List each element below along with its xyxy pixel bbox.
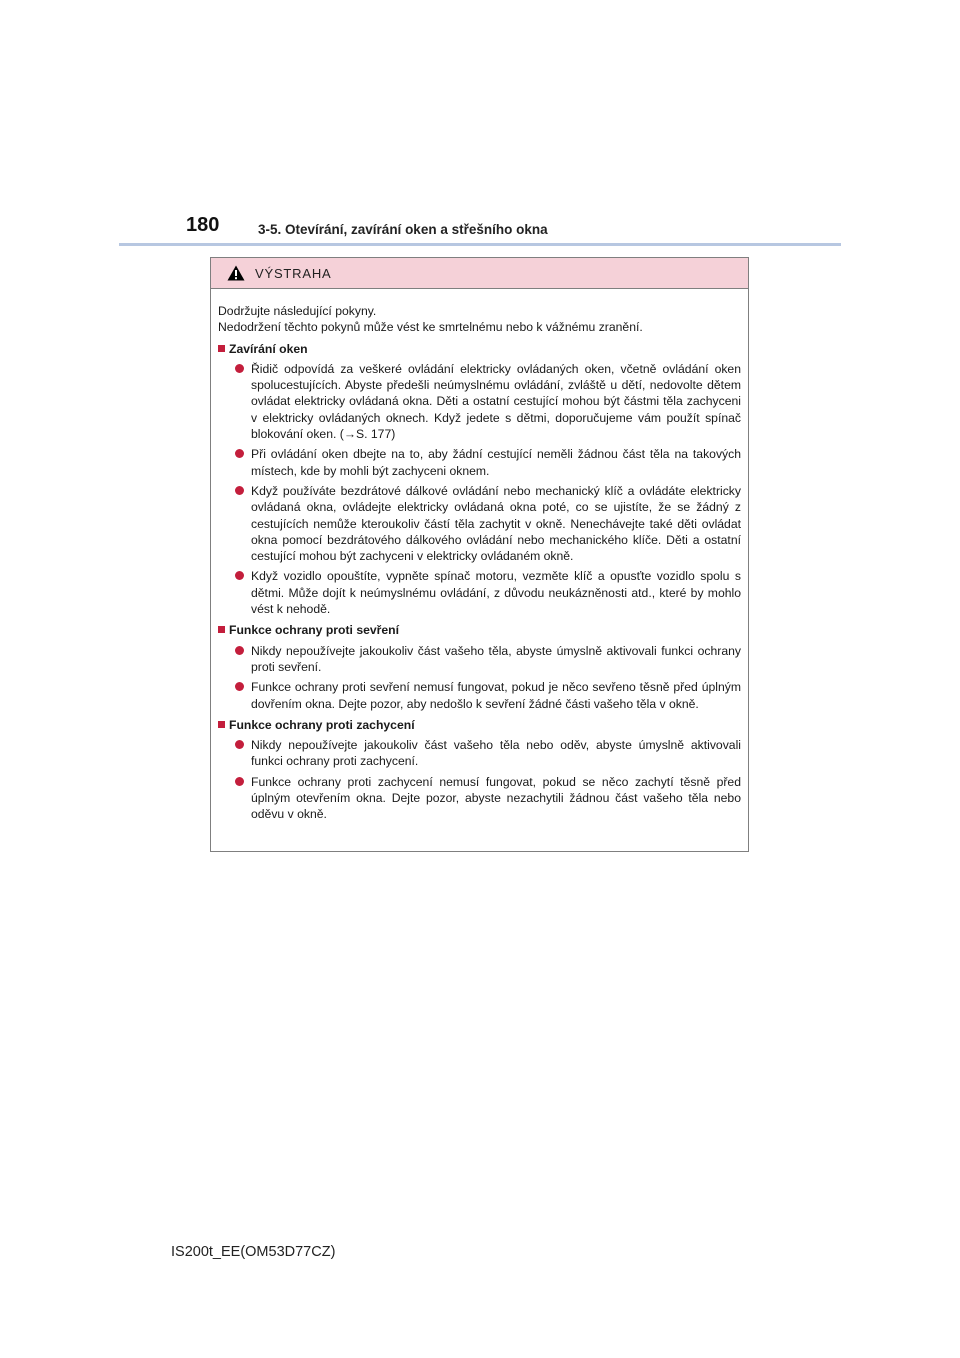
bullet-dot-icon xyxy=(235,740,244,749)
list-item xyxy=(218,483,741,564)
list-item-text: Funkce ochrany proti sevření nemusí fungovat, pokud je něco sevřeno těsně před úplným dovřením okna. Dejte pozor, aby nedošlo k sevření žádné části vašeho těla v okně. xyxy=(251,680,741,711)
list-item xyxy=(218,679,741,712)
warning-intro xyxy=(218,303,741,336)
page-number: 180 xyxy=(186,214,220,236)
section-heading xyxy=(218,717,741,733)
list-item-text: Když vozidlo opouštíte, vypněte spínač motoru, vezměte klíč a opusťte vozidlo spolu s dětmi. Může dojít k neúmyslnému ovládání, z důvodu neukázněnosti atd., které by mohlo vést k nehodě. xyxy=(251,569,741,617)
intro-line: Nedodržení těchto pokynů může vést ke smrtelnému nebo k vážnému zranění. xyxy=(218,320,643,335)
square-bullet-icon xyxy=(218,721,225,728)
section-heading xyxy=(218,341,741,357)
warning-title: VÝSTRAHA xyxy=(255,265,332,281)
list-item-text: Nikdy nepoužívejte jakoukoliv část vašeho těla, abyste úmyslně aktivovali funkci ochrany proti sevření. xyxy=(251,643,741,674)
section-heading-text: Funkce ochrany proti zachycení xyxy=(229,717,415,732)
list-item xyxy=(218,568,741,617)
square-bullet-icon xyxy=(218,626,225,633)
list-item xyxy=(218,361,741,442)
section-heading-text: Zavírání oken xyxy=(229,341,308,356)
section-heading xyxy=(218,622,741,638)
list-item xyxy=(218,643,741,676)
bullet-dot-icon xyxy=(235,486,244,495)
list-item xyxy=(218,774,741,823)
intro-line: Dodržujte následující pokyny. xyxy=(218,304,377,318)
list-item-text: Při ovládání oken dbejte na to, aby žádní cestující neměli žádnou část těla na takových místech, kde by mohli být zachyceni oknem. xyxy=(251,447,741,478)
section-heading-text: Funkce ochrany proti sevření xyxy=(229,623,400,638)
section-title: 3-5. Otevírání, zavírání oken a střešního okna xyxy=(258,222,548,237)
warning-body xyxy=(211,289,748,823)
bullet-dot-icon xyxy=(235,777,244,786)
list-item-text: Funkce ochrany proti zachycení nemusí fungovat, pokud se něco zachytí těsně před úplným otevřením okna. Dejte pozor, abyste nezachytili žádnou část vašeho těla nebo oděvu v okně. xyxy=(251,774,741,822)
warning-triangle-icon xyxy=(227,265,245,281)
bullet-dot-icon xyxy=(235,682,244,691)
bullet-dot-icon xyxy=(235,364,244,373)
bullet-dot-icon xyxy=(235,449,244,458)
list-item-text: Nikdy nepoužívejte jakoukoliv část vašeho těla nebo oděv, abyste úmyslně aktivovali funkci ochrany proti zachycení. xyxy=(251,738,741,769)
list-item-text: Řidič odpovídá za veškeré ovládání elektricky ovládaných oken, včetně ovládání oken spolucestujících. Abyste předešli neúmyslnému ovládání, zvláště u dětí, nedovolte dětem ovládat elektricky ovládaná okna. Děti a ostatní cestující mohou být částmi těla zachyceni v elektricky ovládaných oknech. Když jedete s dětmi, doporučujeme vám použít spínač blokování oken. (→S. 177) xyxy=(251,361,741,442)
header-rule xyxy=(119,243,841,246)
list-item xyxy=(218,737,741,770)
manual-code: IS200t_EE(OM53D77CZ) xyxy=(171,1244,336,1260)
section-window-closing xyxy=(218,341,741,618)
warning-header xyxy=(211,258,748,289)
list-item xyxy=(218,446,741,479)
bullet-dot-icon xyxy=(235,571,244,580)
list-item-text: Když používáte bezdrátové dálkové ovládání nebo mechanický klíč a ovládáte elektricky ovládaná okna, ovládejte elektricky ovládaná okna poté, co se ujistíte, že se žádný z cestujících nemůže kteroukoliv částí těla zachytit v okně. Nenechávejte také děti ovládat okna pomocí bezdrátového dálkového ovládání nebo mechanického klíče. Děti a ostatní cestující mohou být zachyceni v elektricky ovládaném okně. xyxy=(251,483,741,564)
square-bullet-icon xyxy=(218,345,225,352)
bullet-dot-icon xyxy=(235,646,244,655)
section-jam-protection xyxy=(218,622,741,711)
section-catch-protection xyxy=(218,717,741,823)
warning-box xyxy=(210,257,749,852)
